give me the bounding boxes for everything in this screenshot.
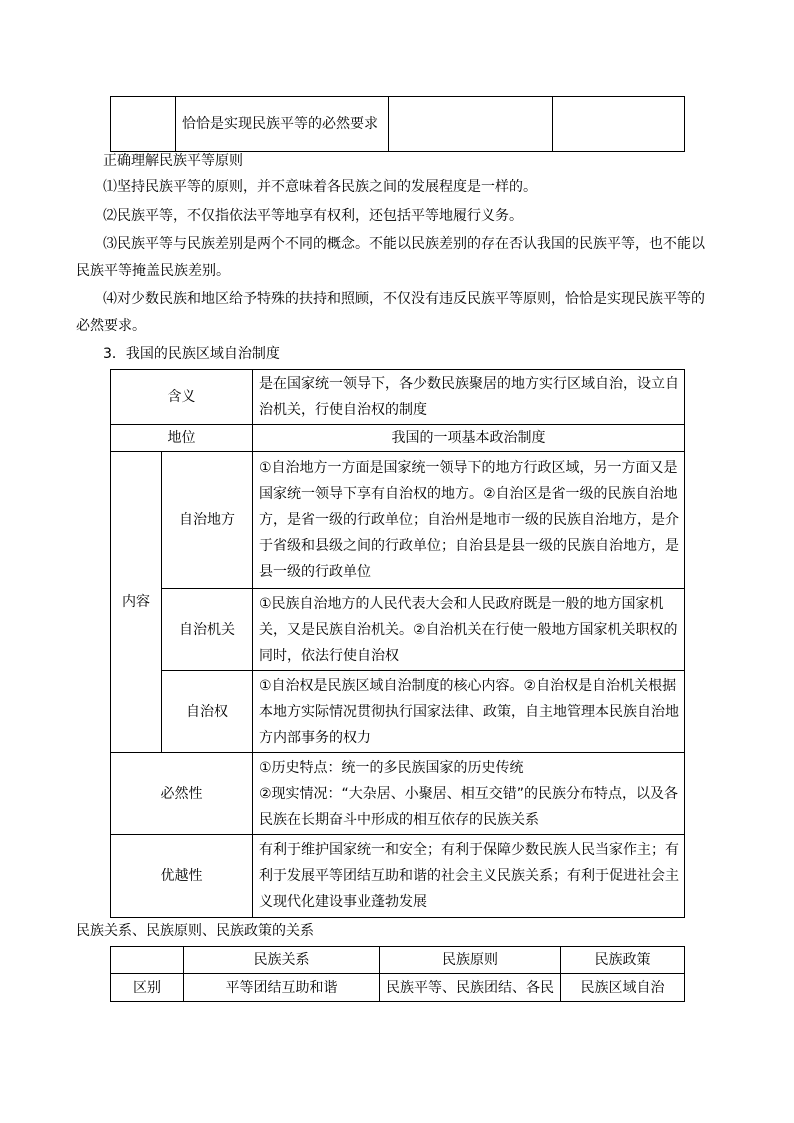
superiority-label: 优越性 [111,835,253,918]
right-text: ①自治权是民族区域自治制度的核心内容。②自治权是自治机关根据本地方实际情况贯彻执行国家法律、政策，自主地管理本民族自治地方内部事务的权力 [253,671,685,753]
point-1: ⑴坚持民族平等的原则，并不意味着各民族之间的发展程度是一样的。 [103,179,537,195]
point-3-line-2: 民族平等掩盖民族差别。 [76,263,230,279]
status-label: 地位 [111,425,253,452]
necessity-item-1: ①历史特点：统一的多民族国家的历史传统 [259,759,524,776]
relation-header-empty [111,947,184,974]
organ-text: ①民族自治地方的人民代表大会和人民政府既是一般的地方国家机关，又是民族自治机关。②自治机关在行使一般地方国家机关职权的同时，依法行使自治权 [253,589,685,671]
relation-header-policy: 民族政策 [561,947,685,974]
relation-header-relation: 民族关系 [184,947,380,974]
content-label: 内容 [111,452,162,753]
top-table-text-cell: 恰恰是实现民族平等的必然要求 [176,97,389,152]
top-table-empty-cell [111,97,176,152]
relation-table [110,946,685,1002]
relation-cell-principle: 民族平等、民族团结、各民 [380,974,561,1002]
place-text: ①自治地方一方面是国家统一领导下的地方行政区域，另一方面又是国家统一领导下享有自治权的地方。②自治区是省一级的民族自治地方，是省一级的行政单位；自治州是地市一级的民族自治地方，是介于省级和县级之间的行政单位；自治县是县一级的民族自治地方，是县一级的行政单位 [253,452,685,589]
status-text: 我国的一项基本政治制度 [253,425,685,452]
meaning-label: 含义 [111,370,253,425]
necessity-item-2: ②现实情况：“大杂居、小聚居、相互交错”的民族分布特点，以及各民族在长期奋斗中形成的相互依存的民族关系 [259,785,679,828]
right-label: 自治权 [162,671,253,753]
necessity-text [253,753,685,835]
top-table-empty-cell [389,97,553,152]
relation-row-label: 区别 [111,974,184,1002]
organ-label: 自治机关 [162,589,253,671]
section-heading: 正确理解民族平等原则 [103,153,243,169]
superiority-text: 有利于维护国家统一和安全；有利于保障少数民族人民当家作主；有利于发展平等团结互助和谐的社会主义民族关系；有利于促进社会主义现代化建设事业蓬勃发展 [253,835,685,918]
necessity-label: 必然性 [111,753,253,835]
relation-header-principle: 民族原则 [380,947,561,974]
relation-heading: 民族关系、民族原则、民族政策的关系 [76,923,314,939]
point-2: ⑵民族平等，不仅指依法平等地享有权利，还包括平等地履行义务。 [103,208,523,224]
subsection-title: 3．我国的民族区域自治制度 [103,346,280,362]
relation-cell-relation: 平等团结互助和谐 [184,974,380,1002]
relation-cell-policy: 民族区域自治 [561,974,685,1002]
meaning-text: 是在国家统一领导下，各少数民族聚居的地方实行区域自治，设立自治机关，行使自治权的制度 [253,370,685,425]
point-4-line-2: 必然要求。 [76,318,146,334]
autonomy-table [110,369,685,918]
top-table [110,96,685,152]
point-4-line-1: ⑷对少数民族和地区给予特殊的扶持和照顾，不仅没有违反民族平等原则，恰恰是实现民族平等的 [103,291,705,307]
top-table-empty-cell [553,97,685,152]
point-3-line-1: ⑶民族平等与民族差别是两个不同的概念。不能以民族差别的存在否认我国的民族平等，也不能以 [103,236,705,252]
place-label: 自治地方 [162,452,253,589]
